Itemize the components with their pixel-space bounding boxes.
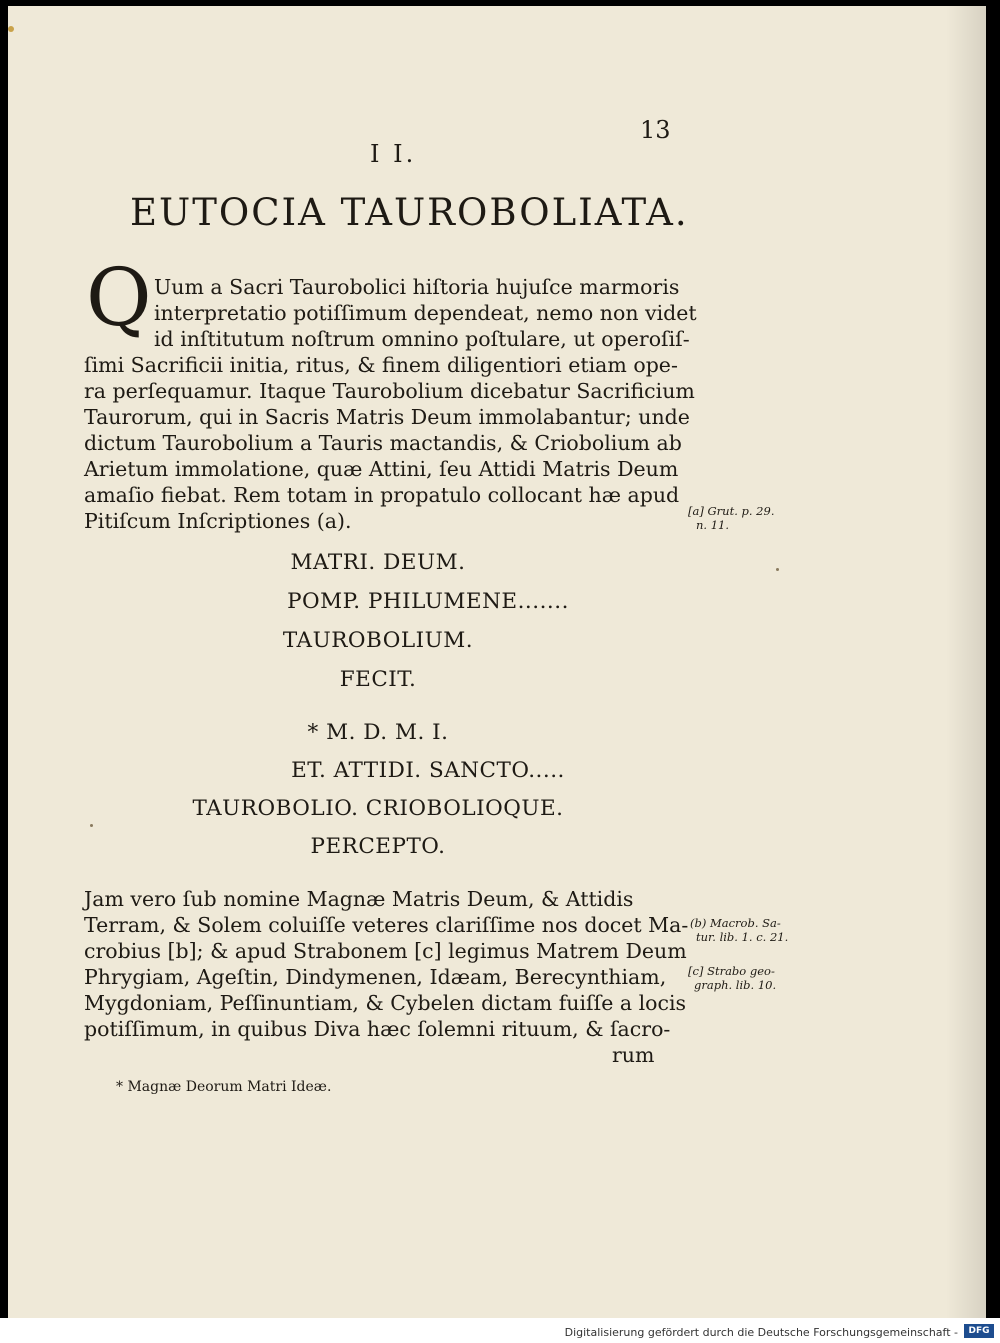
text-line: Terram, & Solem coluiſſe veteres clariſſime nos docet Ma- — [84, 913, 689, 937]
inscription-line: PERCEPTO. — [310, 834, 446, 859]
ink-speck — [8, 26, 14, 32]
text-line: Pitiſcum Inſcriptiones (a). — [84, 509, 352, 533]
text-line: Uum a Sacri Taurobolici hiſtoria hujuſce marmoris — [154, 275, 680, 299]
text-line: potiſſimum, in quibus Diva hæc ſolemni rituum, & ſacro- — [84, 1017, 671, 1041]
text-line: amaſio fiebat. Rem totam in propatulo collocant hæ apud — [84, 483, 680, 507]
footnote: * Magnæ Deorum Matri Ideæ. — [116, 1079, 332, 1095]
page-gutter-shadow — [946, 6, 986, 1318]
text-line: Mygdoniam, Peſſinuntiam, & Cybelen dictam fuiſſe a locis — [84, 991, 687, 1015]
ink-speck — [90, 824, 93, 827]
margin-note-b: (b) Macrob. Sa- — [690, 916, 781, 930]
inscription-line: FECIT. — [339, 667, 417, 692]
page-number: 13 — [640, 116, 671, 144]
page-title: EUTOCIA TAUROBOLIATA. — [130, 191, 689, 234]
text-line: Arietum immolatione, quæ Attini, ſeu Attidi Matris Deum — [84, 457, 679, 481]
inscription-line: * M. D. M. I. — [307, 720, 449, 745]
margin-note-c: graph. lib. 10. — [694, 978, 777, 992]
margin-note-a: [a] Grut. p. 29. — [688, 504, 775, 518]
section-number: I I. — [370, 140, 417, 168]
funding-credit: Digitalisierung gefördert durch die Deutsche Forschungsgemeinschaft - — [564, 1326, 958, 1339]
text-line: id inſtitutum noſtrum omnino poſtulare, ut operoſiſ- — [154, 327, 690, 351]
text-line: Taurorum, qui in Sacris Matris Deum immolabantur; unde — [84, 405, 690, 429]
scanned-page — [8, 6, 986, 1318]
inscription-line: TAUROBOLIO. CRIOBOLIOQUE. — [192, 796, 564, 821]
inscription-line: TAUROBOLIUM. — [282, 628, 474, 653]
inscription-line: ET. ATTIDI. SANCTO..... — [291, 758, 565, 783]
inscription-line: POMP. PHILUMENE....... — [287, 589, 569, 614]
margin-note-a: n. 11. — [696, 518, 730, 532]
text-line: Phrygiam, Ageſtin, Dindymenen, Idæam, Berecynthiam, — [84, 965, 667, 989]
text-line: Jam vero ſub nomine Magnæ Matris Deum, & Attidis — [84, 887, 634, 911]
inscription-line: MATRI. DEUM. — [290, 550, 466, 575]
catchword: rum — [612, 1043, 655, 1067]
ink-speck — [776, 568, 779, 571]
text-line: interpretatio potiſſimum dependeat, nemo non videt — [154, 301, 697, 325]
text-line: ra perſequamur. Itaque Taurobolium dicebatur Sacrificium — [84, 379, 695, 403]
text-line: dictum Taurobolium a Tauris mactandis, & Criobolium ab — [84, 431, 682, 455]
margin-note-c: [c] Strabo geo- — [688, 964, 775, 978]
text-line: ſimi Sacrificii initia, ritus, & finem diligentiori etiam ope- — [84, 353, 678, 377]
drop-cap: Q — [86, 251, 152, 344]
margin-note-b: tur. lib. 1. c. 21. — [696, 930, 789, 944]
dfg-logo: DFG — [964, 1324, 994, 1338]
text-line: crobius [b]; & apud Strabonem [c] legimus Matrem Deum — [84, 939, 687, 963]
